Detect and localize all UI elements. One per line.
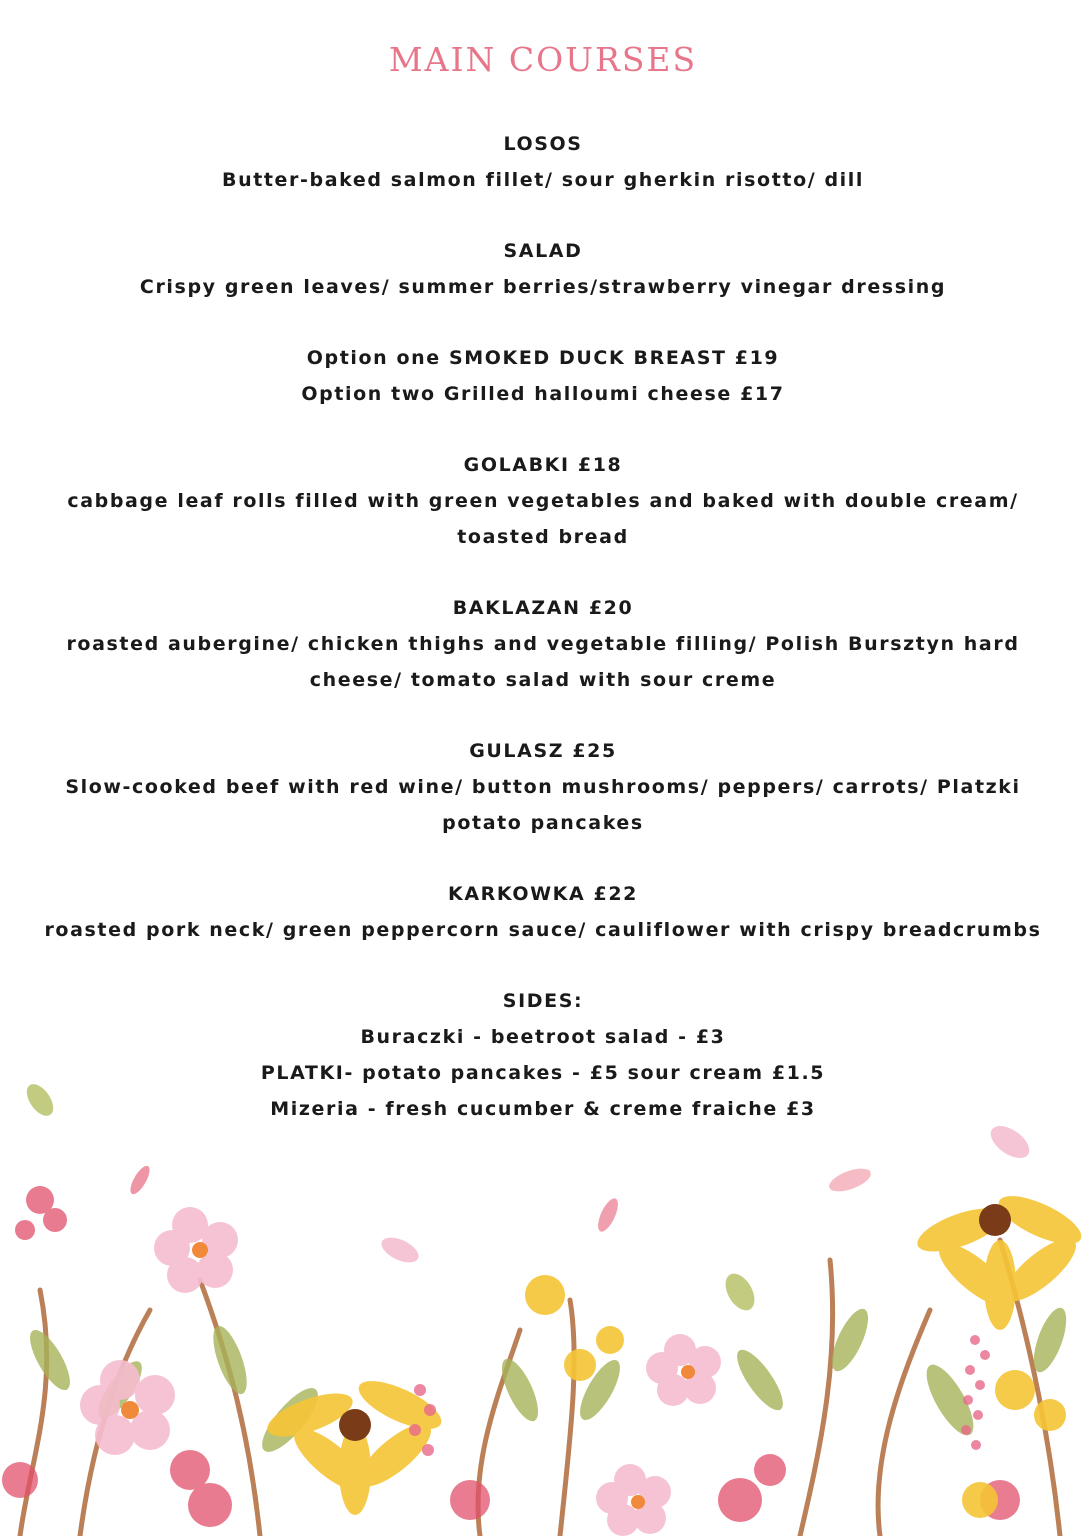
menu-item <box>40 876 1046 948</box>
menu-item <box>40 447 1046 555</box>
item-name: BAKLAZAN £20 <box>452 597 634 619</box>
item-name: SALAD <box>503 240 583 262</box>
item-name: GULASZ £25 <box>469 740 617 762</box>
item-description: toasted bread <box>457 526 629 548</box>
petal <box>826 1164 874 1196</box>
pink-flower <box>596 1464 671 1536</box>
sides-heading: SIDES: <box>502 990 584 1012</box>
petal-leaf <box>720 1269 761 1316</box>
menu-item <box>40 733 1046 841</box>
menu-item <box>40 233 1046 305</box>
menu-item <box>40 340 1046 412</box>
pink-flower <box>154 1207 238 1293</box>
item-description: potato pancakes <box>442 812 644 834</box>
side-item: Mizeria - fresh cucumber & creme fraiche £3 <box>270 1098 816 1120</box>
item-description: Butter-baked salmon fillet/ sour gherkin risotto/ dill <box>221 169 865 191</box>
item-description: roasted pork neck/ green peppercorn sauce/ cauliflower with crispy breadcrumbs <box>44 919 1042 941</box>
side-item: Buraczki - beetroot salad - £3 <box>360 1026 726 1048</box>
menu-item <box>40 126 1046 198</box>
petal <box>127 1163 153 1197</box>
item-description: roasted aubergine/ chicken thighs and vegetable filling/ Polish Bursztyn hard <box>66 633 1020 655</box>
item-description: Crispy green leaves/ summer berries/strawberry vinegar dressing <box>139 276 947 298</box>
item-name: Option one SMOKED DUCK BREAST £19 <box>306 347 780 369</box>
item-name: GOLABKI £18 <box>463 454 623 476</box>
item-description: cheese/ tomato salad with sour creme <box>309 669 777 691</box>
floral-illustration <box>0 1060 1086 1536</box>
item-description: Slow-cooked beef with red wine/ button mushrooms/ peppers/ carrots/ Platzki <box>65 776 1021 798</box>
side-item: PLATKI- potato pancakes - £5 sour cream £1.5 <box>260 1062 826 1084</box>
item-description: cabbage leaf rolls filled with green vegetables and baked with double cream/ <box>67 490 1019 512</box>
leaves <box>23 1304 1073 1460</box>
menu-list <box>40 126 1046 1162</box>
page-title: MAIN COURSES <box>388 40 698 79</box>
item-name: KARKOWKA £22 <box>448 883 638 905</box>
petal <box>378 1232 423 1267</box>
pink-flower <box>80 1360 175 1455</box>
item-name: LOSOS <box>503 133 583 155</box>
pink-flower <box>646 1334 721 1406</box>
petal <box>594 1196 622 1235</box>
petal-leaf <box>21 1080 58 1121</box>
petal <box>985 1120 1035 1165</box>
menu-item <box>40 590 1046 698</box>
item-description: Option two Grilled halloumi cheese £17 <box>301 383 785 405</box>
